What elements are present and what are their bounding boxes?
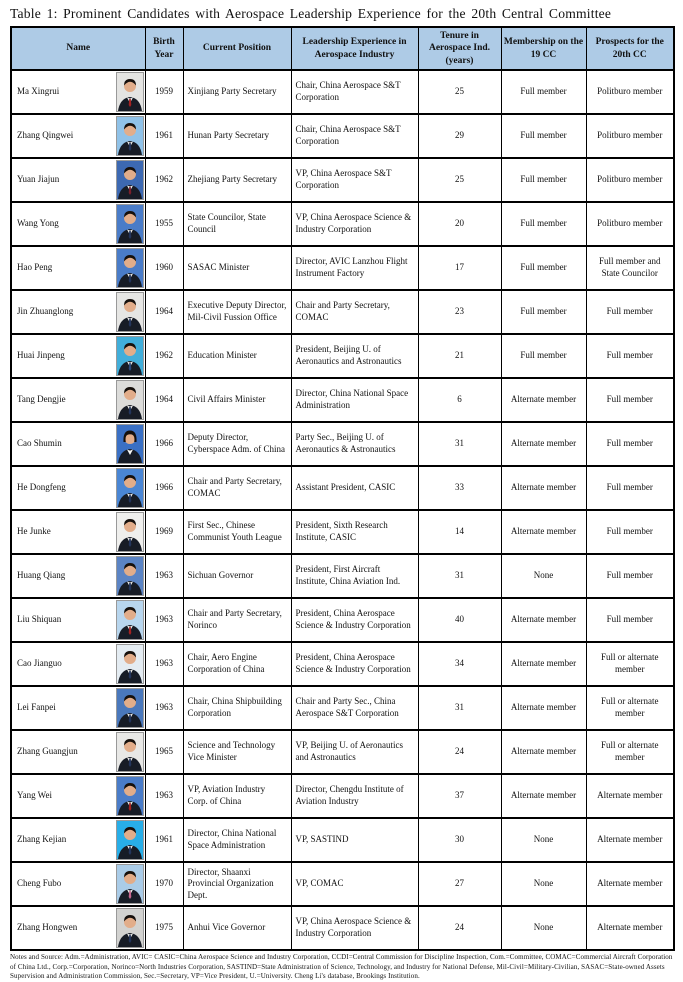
tenure-years: 37 <box>418 774 501 818</box>
candidates-table <box>10 26 675 951</box>
column-header-1: Birth Year <box>145 27 183 70</box>
tenure-years: 31 <box>418 422 501 466</box>
name-cell <box>17 557 143 595</box>
prospects-20cc: Full member <box>586 554 674 598</box>
current-position: Hunan Party Secretary <box>183 114 291 158</box>
membership-19cc: Alternate member <box>501 510 586 554</box>
column-header-6: Prospects for the 20th CC <box>586 27 674 70</box>
membership-19cc: Full member <box>501 334 586 378</box>
birth-year: 1964 <box>145 378 183 422</box>
current-position: Director, Shaanxi Provincial Organization Dept. <box>183 862 291 906</box>
table-row <box>11 378 674 422</box>
current-position: First Sec., Chinese Communist Youth League <box>183 510 291 554</box>
aerospace-experience: President, China Aerospace Science & Industry Corporation <box>291 598 418 642</box>
portrait-photo-icon <box>117 161 143 199</box>
birth-year: 1960 <box>145 246 183 290</box>
birth-year: 1963 <box>145 598 183 642</box>
name-cell <box>17 381 143 419</box>
birth-year: 1961 <box>145 114 183 158</box>
current-position: Science and Technology Vice Minister <box>183 730 291 774</box>
portrait-photo-icon <box>117 337 143 375</box>
current-position: Chair and Party Secretary, Norinco <box>183 598 291 642</box>
prospects-20cc: Politburo member <box>586 70 674 114</box>
aerospace-experience: Chair and Party Secretary, COMAC <box>291 290 418 334</box>
candidate-name: Yuan Jiajun <box>17 174 60 185</box>
membership-19cc: Alternate member <box>501 686 586 730</box>
tenure-years: 24 <box>418 906 501 950</box>
prospects-20cc: Politburo member <box>586 202 674 246</box>
aerospace-experience: VP, SASTIND <box>291 818 418 862</box>
current-position: Anhui Vice Governor <box>183 906 291 950</box>
membership-19cc: Full member <box>501 290 586 334</box>
name-cell <box>17 601 143 639</box>
candidate-name: Liu Shiquan <box>17 614 62 625</box>
portrait-photo-icon <box>117 865 143 903</box>
aerospace-experience: VP, COMAC <box>291 862 418 906</box>
membership-19cc: None <box>501 554 586 598</box>
tenure-years: 31 <box>418 686 501 730</box>
birth-year: 1963 <box>145 774 183 818</box>
table-row <box>11 202 674 246</box>
portrait-photo-icon <box>117 777 143 815</box>
tenure-years: 6 <box>418 378 501 422</box>
tenure-years: 25 <box>418 158 501 202</box>
aerospace-experience: VP, China Aerospace S&T Corporation <box>291 158 418 202</box>
candidate-name: Zhang Guangjun <box>17 746 78 757</box>
column-header-0: Name <box>11 27 145 70</box>
table-body <box>11 70 674 950</box>
prospects-20cc: Alternate member <box>586 818 674 862</box>
table-row <box>11 114 674 158</box>
aerospace-experience: President, Sixth Research Institute, CASIC <box>291 510 418 554</box>
membership-19cc: Full member <box>501 246 586 290</box>
aerospace-experience: Assistant President, CASIC <box>291 466 418 510</box>
tenure-years: 34 <box>418 642 501 686</box>
aerospace-experience: Director, AVIC Lanzhou Flight Instrument Factory <box>291 246 418 290</box>
birth-year: 1970 <box>145 862 183 906</box>
table-row <box>11 862 674 906</box>
name-cell <box>17 293 143 331</box>
prospects-20cc: Full member <box>586 510 674 554</box>
candidate-name: Wang Yong <box>17 218 59 229</box>
tenure-years: 17 <box>418 246 501 290</box>
candidate-name: Yang Wei <box>17 790 52 801</box>
prospects-20cc: Full member <box>586 378 674 422</box>
current-position: State Councilor, State Council <box>183 202 291 246</box>
name-cell <box>17 469 143 507</box>
birth-year: 1963 <box>145 642 183 686</box>
column-header-2: Current Position <box>183 27 291 70</box>
tenure-years: 29 <box>418 114 501 158</box>
prospects-20cc: Full or alternate member <box>586 642 674 686</box>
current-position: Chair and Party Secretary, COMAC <box>183 466 291 510</box>
prospects-20cc: Full member <box>586 290 674 334</box>
birth-year: 1955 <box>145 202 183 246</box>
table-row <box>11 70 674 114</box>
membership-19cc: Alternate member <box>501 466 586 510</box>
prospects-20cc: Alternate member <box>586 774 674 818</box>
birth-year: 1969 <box>145 510 183 554</box>
candidate-name: Cheng Fubo <box>17 878 62 889</box>
prospects-20cc: Alternate member <box>586 906 674 950</box>
tenure-years: 30 <box>418 818 501 862</box>
prospects-20cc: Politburo member <box>586 114 674 158</box>
table-row <box>11 334 674 378</box>
birth-year: 1963 <box>145 686 183 730</box>
membership-19cc: Full member <box>501 70 586 114</box>
current-position: Chair, Aero Engine Corporation of China <box>183 642 291 686</box>
current-position: Executive Deputy Director, Mil-Civil Fussion Office <box>183 290 291 334</box>
membership-19cc: None <box>501 906 586 950</box>
current-position: Sichuan Governor <box>183 554 291 598</box>
current-position: Education Minister <box>183 334 291 378</box>
name-cell <box>17 909 143 947</box>
name-cell <box>17 865 143 903</box>
candidate-name: Huang Qiang <box>17 570 66 581</box>
portrait-photo-icon <box>117 821 143 859</box>
candidate-name: Zhang Qingwei <box>17 130 74 141</box>
name-cell <box>17 161 143 199</box>
portrait-photo-icon <box>117 469 143 507</box>
table-row <box>11 422 674 466</box>
candidate-name: Huai Jinpeng <box>17 350 65 361</box>
candidate-name: Cao Shumin <box>17 438 62 449</box>
prospects-20cc: Full or alternate member <box>586 686 674 730</box>
table-row <box>11 906 674 950</box>
table-row <box>11 246 674 290</box>
name-cell <box>17 73 143 111</box>
birth-year: 1961 <box>145 818 183 862</box>
table-row <box>11 730 674 774</box>
candidate-name: Zhang Hongwen <box>17 922 78 933</box>
tenure-years: 40 <box>418 598 501 642</box>
birth-year: 1962 <box>145 158 183 202</box>
portrait-photo-icon <box>117 117 143 155</box>
membership-19cc: Full member <box>501 158 586 202</box>
portrait-photo-icon <box>117 733 143 771</box>
current-position: Civil Affairs Minister <box>183 378 291 422</box>
birth-year: 1975 <box>145 906 183 950</box>
current-position: SASAC Minister <box>183 246 291 290</box>
name-cell <box>17 513 143 551</box>
name-cell <box>17 337 143 375</box>
candidate-name: Jin Zhuanglong <box>17 306 74 317</box>
aerospace-experience: Director, China National Space Administration <box>291 378 418 422</box>
aerospace-experience: President, China Aerospace Science & Industry Corporation <box>291 642 418 686</box>
name-cell <box>17 425 143 463</box>
tenure-years: 24 <box>418 730 501 774</box>
membership-19cc: Full member <box>501 202 586 246</box>
birth-year: 1964 <box>145 290 183 334</box>
table-header <box>11 27 674 70</box>
candidate-name: He Junke <box>17 526 51 537</box>
aerospace-experience: Party Sec., Beijing U. of Aeronautics & Astronautics <box>291 422 418 466</box>
name-cell <box>17 205 143 243</box>
candidate-name: Ma Xingrui <box>17 86 60 97</box>
table-row <box>11 686 674 730</box>
membership-19cc: Alternate member <box>501 378 586 422</box>
membership-19cc: None <box>501 818 586 862</box>
prospects-20cc: Full member <box>586 422 674 466</box>
birth-year: 1962 <box>145 334 183 378</box>
candidate-name: Lei Fanpei <box>17 702 56 713</box>
portrait-photo-icon <box>117 425 143 463</box>
column-header-4: Tenure in Aerospace Ind. (years) <box>418 27 501 70</box>
membership-19cc: Alternate member <box>501 598 586 642</box>
current-position: Chair, China Shipbuilding Corporation <box>183 686 291 730</box>
table-row <box>11 774 674 818</box>
header-row <box>11 27 674 70</box>
portrait-photo-icon <box>117 645 143 683</box>
notes-source: Notes and Source: Adm.=Administration, AVIC= CASIC=China Aerospace Science and Industry Corporation, CCDI=Central Commission for Discipline Inspection, Com.=Committee, COMAC=Commercial Aircraft Corporation of China Ltd., Corp.=Corporation, Norinco=North Industries Corporation, SASTIND=State Administration of Science, Technology, and Industry for National Defense, Mil-Civil=Military-Civilian, SASAC=State-owned Assets Supervision and Administration Commission, Sec.=Secretary, VP=Vice President, U.=University. Cheng Li's database, Brookings Institution. <box>10 953 673 981</box>
name-cell <box>17 249 143 287</box>
column-header-3: Leadership Experience in Aerospace Industry <box>291 27 418 70</box>
prospects-20cc: Full or alternate member <box>586 730 674 774</box>
name-cell <box>17 777 143 815</box>
table-row <box>11 510 674 554</box>
current-position: Zhejiang Party Secretary <box>183 158 291 202</box>
candidate-name: Tang Dengjie <box>17 394 66 405</box>
aerospace-experience: Chair, China Aerospace S&T Corporation <box>291 70 418 114</box>
tenure-years: 20 <box>418 202 501 246</box>
aerospace-experience: Chair, China Aerospace S&T Corporation <box>291 114 418 158</box>
portrait-photo-icon <box>117 909 143 947</box>
table-row <box>11 598 674 642</box>
tenure-years: 21 <box>418 334 501 378</box>
name-cell <box>17 117 143 155</box>
current-position: Xinjiang Party Secretary <box>183 70 291 114</box>
candidate-name: Cao Jianguo <box>17 658 62 669</box>
membership-19cc: Alternate member <box>501 642 586 686</box>
prospects-20cc: Full member <box>586 466 674 510</box>
candidate-name: He Dongfeng <box>17 482 66 493</box>
membership-19cc: Alternate member <box>501 422 586 466</box>
membership-19cc: None <box>501 862 586 906</box>
table-row <box>11 158 674 202</box>
aerospace-experience: Director, Chengdu Institute of Aviation Industry <box>291 774 418 818</box>
prospects-20cc: Full member <box>586 334 674 378</box>
table-row <box>11 466 674 510</box>
aerospace-experience: VP, China Aerospace Science & Industry Corporation <box>291 202 418 246</box>
membership-19cc: Alternate member <box>501 730 586 774</box>
current-position: VP, Aviation Industry Corp. of China <box>183 774 291 818</box>
table-row <box>11 290 674 334</box>
tenure-years: 27 <box>418 862 501 906</box>
portrait-photo-icon <box>117 293 143 331</box>
aerospace-experience: VP, China Aerospace Science & Industry Corporation <box>291 906 418 950</box>
portrait-photo-icon <box>117 557 143 595</box>
table-title: Table 1: Prominent Candidates with Aerospace Leadership Experience for the 20th Central Committee <box>10 6 612 21</box>
aerospace-experience: Chair and Party Sec., China Aerospace S&T Corporation <box>291 686 418 730</box>
prospects-20cc: Full member and State Councilor <box>586 246 674 290</box>
portrait-photo-icon <box>117 381 143 419</box>
birth-year: 1966 <box>145 466 183 510</box>
portrait-photo-icon <box>117 601 143 639</box>
portrait-photo-icon <box>117 73 143 111</box>
table-row <box>11 818 674 862</box>
birth-year: 1965 <box>145 730 183 774</box>
name-cell <box>17 733 143 771</box>
tenure-years: 23 <box>418 290 501 334</box>
table-row <box>11 642 674 686</box>
tenure-years: 14 <box>418 510 501 554</box>
current-position: Deputy Director, Cyberspace Adm. of China <box>183 422 291 466</box>
candidate-name: Hao Peng <box>17 262 53 273</box>
current-position: Director, China National Space Administration <box>183 818 291 862</box>
tenure-years: 25 <box>418 70 501 114</box>
portrait-photo-icon <box>117 513 143 551</box>
column-header-5: Membership on the 19 CC <box>501 27 586 70</box>
membership-19cc: Alternate member <box>501 774 586 818</box>
portrait-photo-icon <box>117 205 143 243</box>
aerospace-experience: President, Beijing U. of Aeronautics and Astronautics <box>291 334 418 378</box>
tenure-years: 31 <box>418 554 501 598</box>
candidate-name: Zhang Kejian <box>17 834 67 845</box>
prospects-20cc: Alternate member <box>586 862 674 906</box>
prospects-20cc: Politburo member <box>586 158 674 202</box>
portrait-photo-icon <box>117 249 143 287</box>
portrait-photo-icon <box>117 689 143 727</box>
aerospace-experience: VP, Beijing U. of Aeronautics and Astronautics <box>291 730 418 774</box>
birth-year: 1959 <box>145 70 183 114</box>
birth-year: 1966 <box>145 422 183 466</box>
name-cell <box>17 689 143 727</box>
name-cell <box>17 645 143 683</box>
name-cell <box>17 821 143 859</box>
table-row <box>11 554 674 598</box>
prospects-20cc: Full member <box>586 598 674 642</box>
tenure-years: 33 <box>418 466 501 510</box>
aerospace-experience: President, First Aircraft Institute, China Aviation Ind. <box>291 554 418 598</box>
birth-year: 1963 <box>145 554 183 598</box>
membership-19cc: Full member <box>501 114 586 158</box>
